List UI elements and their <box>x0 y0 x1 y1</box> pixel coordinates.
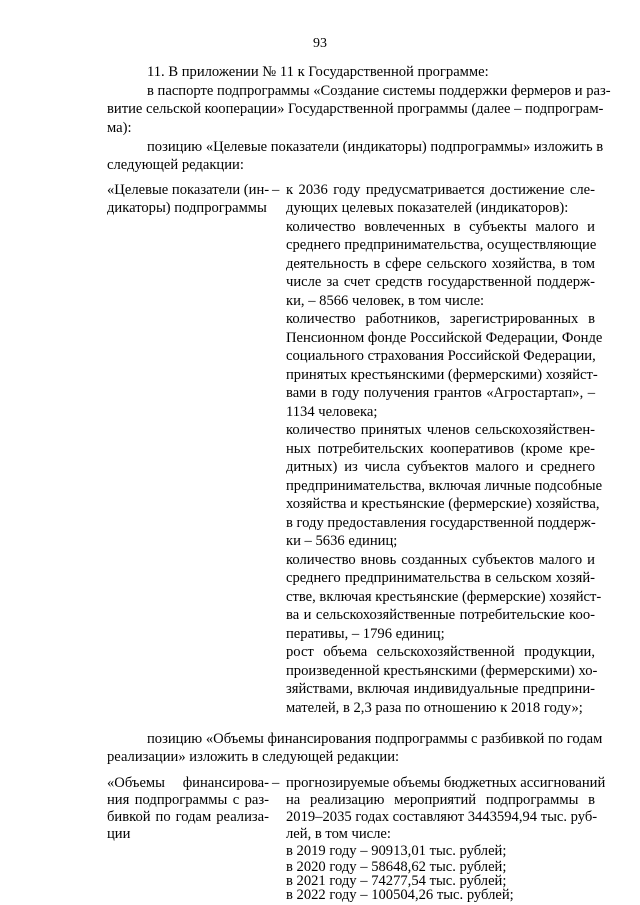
targets-text-line: рост объема сельскохозяйственной продукции, <box>286 644 595 660</box>
targets-text-line: числе за счет средств государственной поддерж- <box>286 274 595 290</box>
targets-text-line: количество работников, зарегистрированных в <box>286 311 595 327</box>
targets-text-line: ки, – 8566 человек, в том числе: <box>286 293 485 309</box>
item-11-line: в паспорте подпрограммы «Создание системы поддержки фермеров и раз- <box>147 83 611 99</box>
funding-intro-line: реализации» изложить в следующей редакции: <box>107 749 400 765</box>
targets-text-line: перативы, – 1796 единиц; <box>286 626 445 642</box>
targets-text-line: социального страхования Российской Федерации, <box>286 348 596 364</box>
targets-text-line: в году предоставления государственной поддерж- <box>286 515 596 531</box>
targets-text-line: предпринимательства, включая личные подсобные <box>286 478 603 494</box>
targets-text-line: ных потребительских кооперативов (кроме кре- <box>286 441 595 457</box>
targets-text-line: ва и сельскохозяйственные потребительские коо- <box>286 607 595 623</box>
funding-intro-line: позицию «Объемы финансирования подпрограммы с разбивкой по годам <box>147 731 603 747</box>
targets-text-line: мателей, в 2,3 раза по отношению к 2018 году»; <box>286 700 583 716</box>
targets-text-line: количество вовлеченных в субъекты малого и <box>286 219 595 235</box>
funding-dash: – <box>272 775 280 791</box>
targets-text-line: хозяйства и крестьянские (фермерские) хозяйства, <box>286 496 600 512</box>
targets-text-line: дующих целевых показателей (индикаторов): <box>286 200 569 216</box>
page-number: 93 <box>313 36 327 51</box>
item-11-line: 11. В приложении № 11 к Государственной программе: <box>147 64 489 80</box>
targets-text-line: количество вновь созданных субъектов малого и <box>286 552 595 568</box>
targets-label-line: «Целевые показатели (ин- <box>107 182 270 198</box>
funding-year-line: в 2020 году – 58648,62 тыс. рублей; <box>286 859 507 875</box>
funding-year-line: в 2019 году – 90913,01 тыс. рублей; <box>286 843 507 859</box>
targets-text-line: среднего предпринимательства в сельском хозяй- <box>286 570 595 586</box>
targets-text-line: вами в году получения грантов «Агростартап», – <box>286 385 595 401</box>
funding-label-line: бивкой по годам реализа- <box>107 809 269 825</box>
item-11-line: следующей редакции: <box>107 157 244 173</box>
item-11-line: ма): <box>107 120 132 136</box>
targets-text-line: 1134 человека; <box>286 404 378 420</box>
targets-dash: – <box>272 182 280 198</box>
item-11-line: витие сельской кооперации» Государственной программы (далее – подпрограм- <box>107 101 604 117</box>
funding-text-line: на реализацию мероприятий подпрограммы в <box>286 792 595 808</box>
targets-text-line: принятых крестьянскими (фермерскими) хозяйст- <box>286 367 598 383</box>
targets-label-line: дикаторы) подпрограммы <box>107 200 267 216</box>
targets-text-line: Пенсионном фонде Российской Федерации, Фонде <box>286 330 603 346</box>
funding-year-line-overflow: в 2022 году – 100504,26 тыс. рублей; <box>286 887 514 903</box>
funding-label-line: «Объемы финансирова- <box>107 775 269 791</box>
targets-text-line: произведенной крестьянскими (фермерскими) хо- <box>286 663 598 679</box>
targets-text-line: зяйствами, включая индивидуальные предприни- <box>286 681 595 697</box>
targets-text-line: дитных) из числа субъектов малого и среднего <box>286 459 595 475</box>
funding-label-line: ции <box>107 826 131 842</box>
funding-text-line: лей, в том числе: <box>286 826 391 842</box>
funding-year-line: в 2021 году – 74277,54 тыс. рублей; <box>286 873 507 889</box>
targets-text-line: ки – 5636 единиц; <box>286 533 398 549</box>
targets-text-line: количество принятых членов сельскохозяйствен- <box>286 422 595 438</box>
targets-text-line: среднего предпринимательства, осуществляющие <box>286 237 597 253</box>
targets-text-line: стве, включая крестьянские (фермерские) хозяйст- <box>286 589 602 605</box>
funding-text-line: прогнозируемые объемы бюджетных ассигнований <box>286 775 606 791</box>
targets-text-line: к 2036 году предусматривается достижение сле- <box>286 182 595 198</box>
item-11-line: позицию «Целевые показатели (индикаторы) подпрограммы» изложить в <box>147 139 604 155</box>
targets-text-line: деятельность в сфере сельского хозяйства, в том <box>286 256 595 272</box>
funding-label-line: ния подпрограммы с раз- <box>107 792 269 808</box>
funding-text-line: 2019–2035 годах составляют 3443594,94 тыс. руб- <box>286 809 598 825</box>
